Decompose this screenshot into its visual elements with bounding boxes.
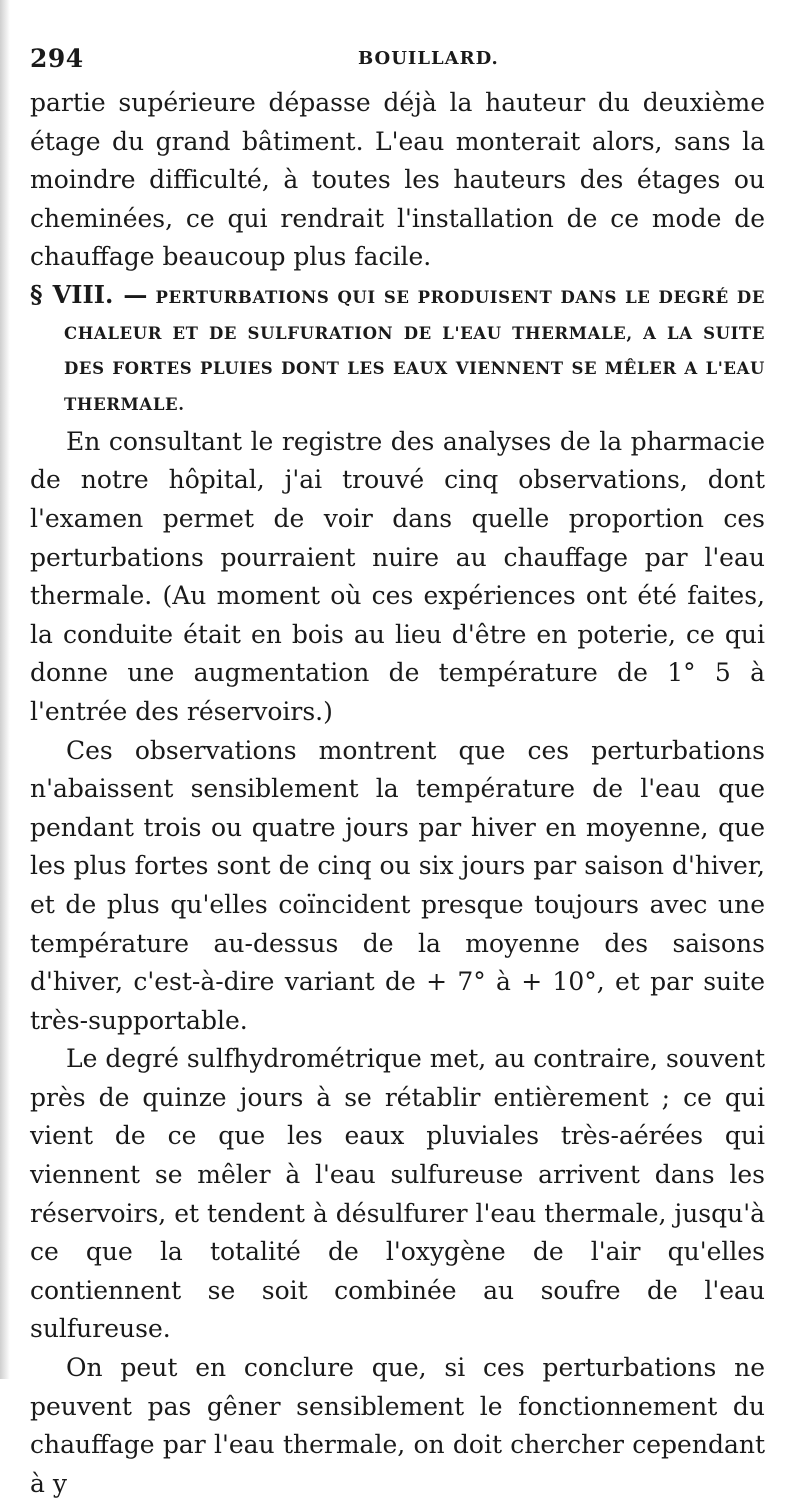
paragraph: Ces observations montrent que ces perturbations n'abaissent sensiblement la température de l'eau que pendant trois ou quatre jours par hiver en moyenne, que les plus fortes sont de cinq ou six jours par saison d'hiver, et de plus qu'elles coïncident presque toujours avec une température au-dessus de la moyenne des saisons d'hiver, c'est-à-dire variant de + 7° à + 10°, et par suite très-supportable. <box>30 735 765 1035</box>
section-title: PERTURBATIONS QUI SE PRODUISENT DANS LE DEGRÉ DE CHALEUR ET DE SULFURATION DE L'EAU THERMALE, A LA SUITE DES FORTES PLUIES DONT LES EAUX VIENNENT SE MÊLER A L'EAU THERMALE. <box>64 287 765 415</box>
paragraph-continued: partie supérieure dépasse déjà la hauteur du deuxième étage du grand bâtiment. L'eau monterait alors, sans la moindre difficulté, à toutes les hauteurs des étages ou cheminées, ce qui rendrait l'installation de ce mode de chauffage beaucoup plus facile. <box>30 88 765 272</box>
paragraph: Le degré sulfhydrométrique met, au contraire, souvent près de quinze jours à se rétablir entièrement ; ce qui vient de ce que les eaux pluviales très-aérées qui viennent se mêler à l'eau sulfureuse arrivent dans les réservoirs, et tendent à désulfurer l'eau thermale, jusqu'à ce que la totalité de l'oxygène de l'air qu'elles contiennent se soit combinée au soufre de l'eau sulfureuse. <box>30 1044 765 1344</box>
section-number: § VIII. — <box>30 279 148 309</box>
paragraph: On peut en conclure que, si ces perturbations ne peuvent pas gêner sensiblement le fonctionnement du chauffage par l'eau thermale, on doit chercher cependant à y <box>30 1353 765 1498</box>
running-head: BOUILLARD. <box>358 48 499 69</box>
page-number: 294 <box>30 44 84 73</box>
paragraph: En consultant le registre des analyses de la pharmacie de notre hôpital, j'ai trouvé cinq observations, dont l'examen permet de voir dans quelle proportion ces perturbations pourraient nuire au chauffage par l'eau thermale. (Au moment où ces expériences ont été faites, la conduite était en bois au lieu d'être en poterie, ce qui donne une augmentation de température de 1° 5 à l'entrée des réservoirs.) <box>30 426 765 726</box>
section-heading <box>30 277 765 423</box>
page-body <box>30 84 765 1503</box>
page-header <box>30 40 770 74</box>
